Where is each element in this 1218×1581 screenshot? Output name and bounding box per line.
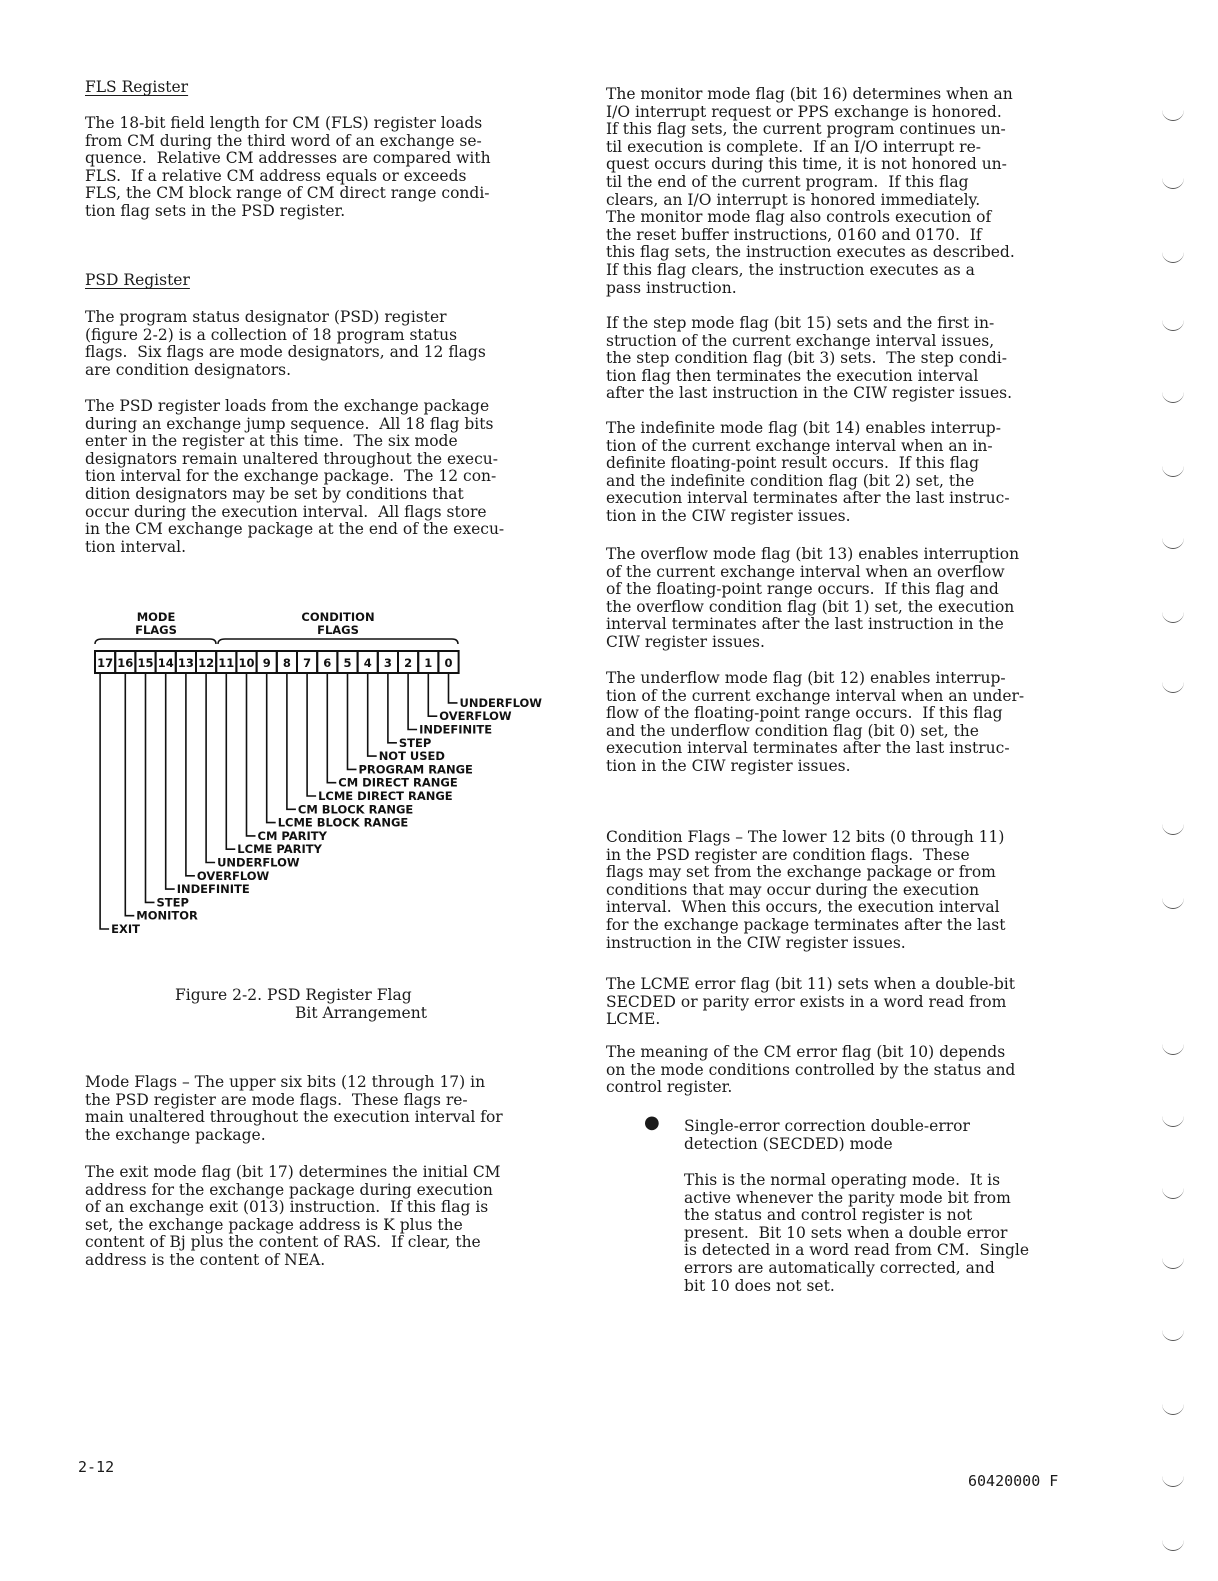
fls-register-paragraph: The 18-bit field length for CM (FLS) register loads from CM during the third word of an exchange se- quence. Relative CM addresses are compared with FLS. If a relative CM address equals or exceeds FLS, the CM block range of CM direct range condi- tion flag sets in the PSD register. [85,114,491,220]
fls-register-heading: FLS Register [85,78,189,96]
bit-number-label: 3 [383,656,392,670]
bit-number-label: 9 [262,656,271,670]
bit-cell [216,651,236,673]
indefinite-flag-paragraph: The indefinite mode flag (bit 14) enables interrup- tion of the current exchange interval when an in- definite floating-point result occurs. If this flag and the indefinite condition flag (bit 2) set, the execution interval terminates after the last instruc- tion in the CIW register issues. [606,419,1010,525]
flag-leader-line [226,673,235,849]
figure-caption-line-1: Figure 2-2. PSD Register Flag [175,986,412,1004]
psd-register-flag-diagram [90,606,560,946]
bit-number-label: 11 [218,656,235,670]
bit-cell [95,651,115,673]
overflow-flag-paragraph: The overflow mode flag (bit 13) enables interruption of the current exchange interval when an overflow of the floating-point range occurs. If this flag and the overflow condition flag (bit 1) set, the execution interval terminates after the last instruction in the CIW register issues. [606,545,1020,651]
flag-name-label: INDEFINITE [176,882,250,897]
flag-name-label: CM BLOCK RANGE [297,802,414,817]
flag-leader-line [428,673,437,716]
flag-name-label: LCME PARITY [237,842,322,857]
bit-cell [236,651,256,673]
flag-name-label: STEP [156,895,189,910]
flag-name-label: MONITOR [136,908,198,923]
flag-name-label: STEP [398,735,432,750]
bit-cell [135,651,155,673]
bit-cell [156,651,176,673]
flag-leader-line [247,673,256,836]
underflow-flag-paragraph: The underflow mode flag (bit 12) enables interrup- tion of the current exchange interval when an under- flow of the floating-point range occurs. If this flag and the underflow condition flag (bit 0) set, the execution interval terminates after the last instruc- tion in the CIW register issues. [606,669,1025,775]
bullet-icon: ● [644,1112,660,1133]
flag-leader-line [307,673,316,796]
bit-number-label: 4 [363,656,372,670]
bit-cell [418,651,438,673]
bit-number-label: 12 [198,656,215,670]
bit-number-label: 13 [177,656,194,670]
bit-number-label: 8 [282,656,291,670]
bit-cell [257,651,277,673]
bit-number-label: 16 [117,656,134,670]
condition-flags-label-1: CONDITION [301,610,375,624]
bit-number-label: 5 [343,656,352,670]
flag-leader-line [348,673,357,769]
document-number: 60420000 F [968,1472,1059,1490]
cm-error-paragraph: The meaning of the CM error flag (bit 10) depends on the mode conditions controlled by the status and control register. [606,1043,1016,1097]
condition-flags-paragraph: Condition Flags – The lower 12 bits (0 through 11) in the PSD register are condition flags. These flags may set from the exchange package or from conditions that may occur during the execution interval. When this occurs, the execution interval for the exchange package terminates after the last instruction in the CIW register issues. [606,828,1006,952]
bit-cell [378,651,398,673]
figure-caption-line-2: Bit Arrangement [295,1004,427,1022]
bit-cell [337,651,357,673]
flag-leader-line [100,673,109,929]
lcme-error-paragraph: The LCME error flag (bit 11) sets when a double-bit SECDED or parity error exists in a word read from LCME. [606,975,1015,1029]
flag-leader-line [368,673,377,756]
flag-leader-line [267,673,276,823]
flag-leader-line [166,673,175,889]
flag-name-label: CM DIRECT RANGE [338,775,458,790]
bit-cell [196,651,216,673]
bit-cell [438,651,458,673]
flag-leader-line [408,673,417,730]
page-number: 2-12 [78,1458,115,1476]
flag-leader-line [186,673,195,876]
mode-flags-bracket [95,639,216,644]
bit-number-label: 2 [404,656,413,670]
bit-number-label: 6 [323,656,332,670]
psd-register-paragraph-1: The program status designator (PSD) register (figure 2-2) is a collection of 18 program status flags. Six flags are mode designators, and 12 flags are condition designators. [85,308,486,379]
bit-cell [297,651,317,673]
flag-leader-line [388,673,397,743]
flag-name-label: UNDERFLOW [217,855,300,870]
bit-cell [317,651,337,673]
mode-flags-label-2: FLAGS [135,623,177,637]
flag-name-label: EXIT [111,922,140,936]
bit-number-label: 17 [97,656,114,670]
flag-name-label: OVERFLOW [196,868,270,883]
psd-register-heading: PSD Register [85,271,190,289]
flag-leader-line [449,673,458,703]
mode-flags-paragraph: Mode Flags – The upper six bits (12 through 17) in the PSD register are mode flags. These flags re- main unaltered throughout the execution interval for the exchange package. [85,1073,503,1144]
flag-leader-line [125,673,134,916]
bit-cell [358,651,378,673]
bit-cell [176,651,196,673]
bit-cell [277,651,297,673]
secded-mode-paragraph: This is the normal operating mode. It is active whenever the parity mode bit from the status and control register is not present. Bit 10 sets when a double error is detected in a word read from CM. Single errors are automatically corrected, and bit 10 does not set. [684,1171,1030,1295]
flag-name-label: LCME DIRECT RANGE [318,789,453,803]
bit-number-label: 1 [424,656,433,670]
bit-number-label: 14 [157,656,174,670]
flag-leader-line [327,673,336,783]
psd-register-paragraph-2: The PSD register loads from the exchange package during an exchange jump sequence. All 18 flag bits enter in the register at this time. The six mode designators remain unaltered throughout the execu- tion interval for the exchange package. The 12 con- dition designators may be set by conditions that occur during the execution interval. All flags store in the CM exchange package at the end of the execu- tion interval. [85,397,505,556]
bit-cell [398,651,418,673]
condition-flags-bracket [218,639,458,644]
flag-name-label: CM PARITY [257,828,327,843]
mode-flags-label-1: MODE [136,610,176,624]
flag-name-label: LCME BLOCK RANGE [277,815,409,830]
flag-name-label: UNDERFLOW [459,695,542,710]
exit-flag-paragraph: The exit mode flag (bit 17) determines the initial CM address for the exchange package during execution of an exchange exit (013) instruction. If this flag is set, the exchange package address is K plus the content of Bj plus the content of RAS. If clear, the address is the content of NEA. [85,1163,501,1269]
flag-name-label: OVERFLOW [439,709,512,724]
monitor-flag-paragraph: The monitor mode flag (bit 16) determines when an I/O interrupt request or PPS exchange is honored. If this flag sets, the current program continues un- til execution is complete. If an I/O interrupt re- quest occurs during this time, it is not honored un- til the end of the current program. If this flag clears, an I/O interrupt is honored immediately. The monitor mode flag also controls execution of the reset buffer instructions, 0160 and 0170. If this flag sets, the instruction executes as described. If this flag clears, the instruction executes as a pass instruction. [606,85,1015,297]
condition-flags-label-2: FLAGS [317,623,359,637]
bit-number-label: 15 [137,656,154,670]
flag-leader-line [206,673,215,863]
secded-bullet-text: Single-error correction double-error detection (SECDED) mode [684,1117,970,1153]
flag-name-label: INDEFINITE [419,722,493,737]
bit-number-label: 10 [238,656,255,670]
flag-leader-line [146,673,155,902]
flag-name-label: NOT USED [378,749,445,764]
bit-number-label: 7 [303,656,312,670]
flag-name-label: PROGRAM RANGE [358,762,473,777]
bit-number-label: 0 [444,656,453,670]
flag-leader-line [287,673,296,809]
step-flag-paragraph: If the step mode flag (bit 15) sets and the first in- struction of the current exchange interval issues, the step condition flag (bit 3) sets. The step condi- tion flag then terminates the execution interval after the last instruction in the CIW register issues. [606,314,1013,403]
bit-cell [115,651,135,673]
